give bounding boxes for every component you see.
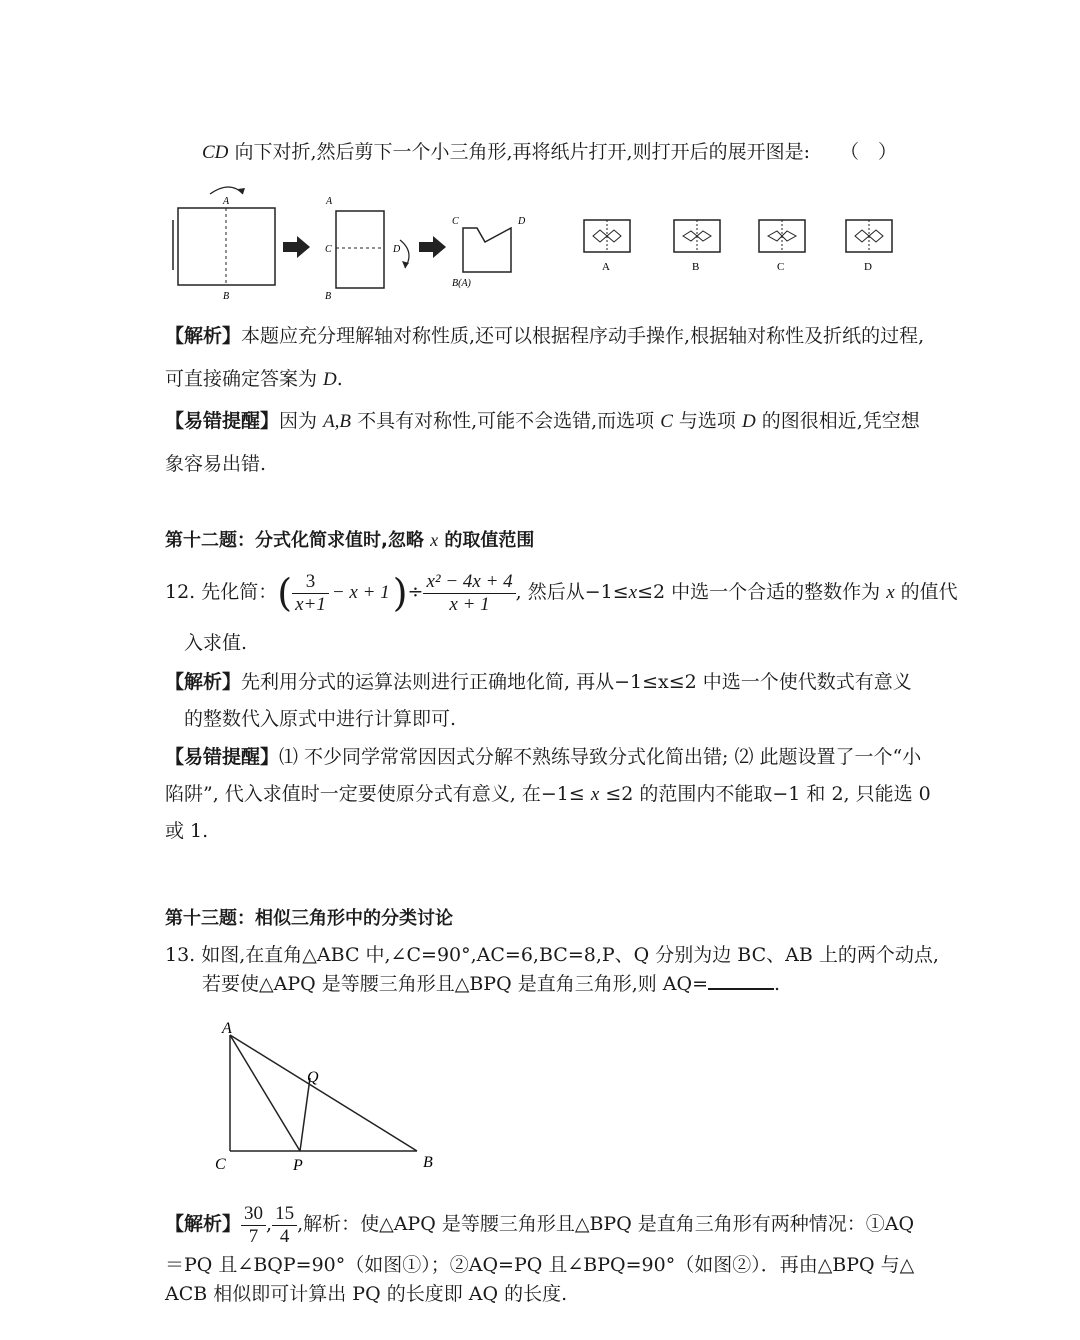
label-a1: A — [223, 196, 230, 207]
q11-pitfall-line1 — [165, 408, 920, 435]
label-c: C — [215, 1156, 226, 1173]
q12-analysis-line1 — [165, 669, 912, 695]
label-q: Q — [307, 1069, 319, 1086]
q12-suffix-mid: ≤2 中选一个合适的整数作为 — [637, 581, 887, 603]
label-b1: B — [223, 291, 230, 302]
q12-suffix-x2: x — [886, 582, 895, 603]
q12-suffix-x: x — [628, 582, 638, 603]
side-ab — [230, 1035, 417, 1151]
q13-line2-pre: 若要使△APQ 是等腰三角形且△BPQ 是直角三角形,则 AQ= — [202, 973, 709, 995]
option-b-label: B — [692, 261, 700, 273]
q13-answer1-den: 7 — [248, 1225, 259, 1247]
q12-pitfall-text1: ⑴ 不少同学常常因因式分解不熟练导致分式化简出错; ⑵ 此题设置了一个“小 — [279, 746, 922, 768]
q11-pitfall-p4: 的图很相近,凭空想 — [755, 410, 920, 432]
q11-analysis-answer: D — [323, 369, 337, 390]
q12-prefix: 12. 先化简： — [165, 581, 278, 603]
q12-pitfall-line3: 或 1. — [165, 820, 209, 842]
q11-pitfall-d: D — [741, 411, 756, 432]
q13-analysis-line3: ACB 相似即可计算出 PQ 的长度即 AQ 的长度. — [165, 1283, 568, 1305]
label-c2: C — [325, 244, 332, 255]
q12-frac1-num: 3 — [292, 571, 329, 594]
q13-answer1-num: 30 — [241, 1203, 266, 1226]
option-c-figure — [759, 220, 805, 273]
q12-pitfall-line1 — [165, 744, 921, 770]
q12-frac1 — [292, 571, 329, 616]
q12-line2: 入求值. — [184, 632, 248, 654]
q11-pitfall-p2: 不具有对称性,可能不会选错,而选项 — [351, 410, 661, 432]
fold-arrow-curve — [210, 187, 243, 194]
q12-frac2-den: x + 1 — [449, 593, 490, 615]
q13-analysis-text1: ,解析：使△APQ 是等腰三角形且△BPQ 是直角三角形有两种情况：①AQ — [297, 1213, 915, 1235]
segment-pq — [300, 1078, 310, 1151]
q12-pitfall-pre: 陷阱”, 代入求值时一定要使原分式有意义, 在−1≤ — [165, 783, 591, 805]
q12-suffix-post: 的值代 — [894, 581, 958, 603]
label-d2: D — [393, 244, 401, 255]
intro-cd: CD — [202, 142, 229, 163]
option-d-label: D — [864, 261, 872, 273]
q13-answer2 — [272, 1203, 297, 1248]
label-b2: B — [325, 291, 332, 302]
q13-answer1 — [241, 1203, 266, 1248]
q12-pitfall-post: ≤2 的范围内不能取−1 和 2, 只能选 0 — [599, 783, 931, 805]
half-sheet-rect — [336, 211, 384, 288]
option-a-figure — [584, 220, 630, 273]
q12-div: ÷ — [407, 581, 424, 603]
q12-frac2 — [423, 571, 515, 616]
q13-analysis-line2: ＝PQ 且∠BQP=90°（如图①）；②AQ=PQ 且∠BPQ=90°（如图②）．再由△BPQ 与△ — [165, 1254, 915, 1276]
q11-analysis-pre: 可直接确定答案为 — [165, 368, 324, 390]
q11-analysis-line1 — [165, 323, 924, 349]
q13-line2 — [202, 970, 780, 997]
q12-analysis-tag: 【解析】 — [165, 671, 242, 693]
q11-pitfall-ab: A,B — [323, 411, 352, 432]
q11-pitfall-p3: 与选项 — [672, 410, 742, 432]
q12-suffix-pre: , 然后从−1≤ — [515, 581, 629, 603]
q13-line2-post: . — [774, 973, 781, 995]
step-arrow-1 — [283, 236, 310, 258]
segment-ap — [230, 1035, 300, 1151]
q12-paren-close: ) — [392, 571, 408, 615]
label-c3: C — [452, 216, 459, 227]
intro-line — [202, 139, 897, 166]
q12-frac1-den: x+1 — [295, 593, 326, 615]
label-a2: A — [326, 196, 333, 207]
answer-blank — [708, 970, 774, 990]
intro-text: 向下对折,然后剪下一个小三角形,再将纸片打开,则打开后的展开图是: — [228, 141, 810, 163]
q12-analysis-line2: 的整数代入原式中进行计算即可. — [184, 708, 457, 730]
section12-title — [165, 527, 534, 554]
q11-pitfall-c: C — [660, 411, 673, 432]
q11-pitfall-line2: 象容易出错. — [165, 453, 267, 475]
q13-answer2-den: 4 — [279, 1225, 290, 1247]
option-d-figure — [846, 220, 892, 273]
q12-frac2-num: x² − 4x + 4 — [423, 571, 515, 594]
q12-pitfall-tag: 【易错提醒】 — [165, 746, 280, 768]
q13-analysis-line1 — [165, 1198, 914, 1250]
section12-title-post: 的取值范围 — [438, 530, 535, 551]
q11-analysis-post: . — [336, 368, 343, 390]
folded-cut-shape — [463, 228, 511, 272]
option-a-label: A — [602, 261, 610, 273]
label-d3: D — [518, 216, 526, 227]
q12-middle: − x + 1 — [331, 582, 390, 603]
q11-analysis-tag: 【解析】 — [165, 325, 242, 347]
option-b-figure — [674, 220, 720, 273]
q11-pitfall-tag: 【易错提醒】 — [165, 410, 280, 432]
q11-analysis-text1: 本题应充分理解轴对称性质,还可以根据程序动手操作,根据轴对称性及折纸的过程, — [241, 325, 925, 347]
fold-figure — [165, 180, 925, 305]
q13-line1: 13. 如图,在直角△ABC 中,∠C=90°,AC=6,BC=8,P、Q 分别为边 BC、AB 上的两个动点, — [165, 944, 939, 966]
q12-pitfall-x: x — [590, 784, 600, 805]
q11-pitfall-p1: 因为 — [279, 410, 324, 432]
option-c-label: C — [777, 261, 785, 273]
q13-analysis-tag: 【解析】 — [165, 1213, 242, 1235]
section12-title-pre: 第十二题：分式化简求值时,忽略 — [165, 530, 431, 551]
q13-answer-comma: , — [266, 1213, 273, 1235]
q11-analysis-line2 — [165, 366, 343, 393]
section12-title-x: x — [430, 530, 439, 550]
label-b: B — [423, 1154, 433, 1171]
q12-analysis-text1: 先利用分式的运算法则进行正确地化简, 再从−1≤x≤2 中选一个使代数式有意义 — [241, 671, 912, 693]
triangle-figure — [210, 1015, 450, 1180]
section13-title: 第十三题：相似三角形中的分类讨论 — [165, 908, 453, 929]
label-ba: B(A) — [452, 278, 471, 289]
label-a: A — [222, 1020, 232, 1037]
q12-line1 — [165, 564, 958, 620]
q13-answer2-num: 15 — [272, 1203, 297, 1226]
intro-paren: （ ） — [840, 141, 898, 163]
q12-pitfall-line2 — [165, 781, 931, 808]
step-arrow-2 — [419, 236, 446, 258]
label-p: P — [293, 1157, 303, 1174]
q12-paren-open: ( — [277, 571, 293, 615]
